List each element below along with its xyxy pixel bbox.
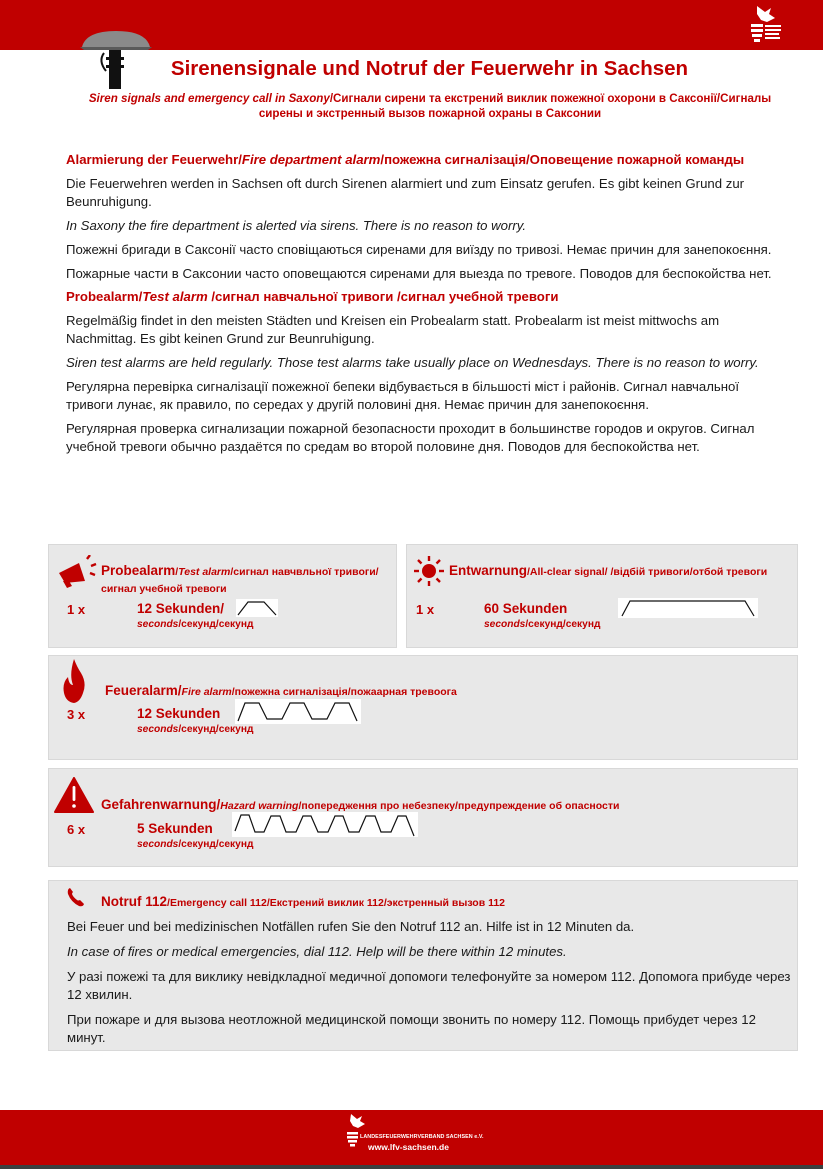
test-alarm-units: seconds/секунд/секунд	[137, 619, 254, 630]
all-clear-title: Entwarnung/All-clear signal/ /відбій тривоги/отбой тревоги	[449, 563, 768, 578]
fire-alarm-count: 3 x	[67, 707, 86, 722]
alarm-text-en: In Saxony the fire department is alerted via sirens. There is no reason to worry.	[66, 218, 527, 233]
section-heading-alarm: Alarmierung der Feuerwehr/Fire department alarm/пожежна сигналізація/Оповещение пожарной команды	[66, 152, 745, 167]
test-text-de: Regelmäßig findet in den meisten Städten und Kreisen ein Probealarm statt. Probealarm ist meist mittwochs am Nachmittag. Es gibt keinen Grund zur Beunruhigung.	[66, 313, 720, 346]
test-alarm-waveform	[236, 599, 278, 617]
fire-alarm-title: Feueralarm/Fire alarm/пожежна сигналізація/пожаарная тревоога	[105, 683, 457, 698]
test-text-ru: Регулярная проверка сигнализации пожарной безопасности проходит в большинстве городов и округов. Сигнал учебной тревоги обычно раздаётся по средам во второй половине дня. Поводов для беспокойства нет.	[66, 421, 755, 454]
signal-panel-all-clear	[406, 544, 798, 648]
emergency-call-panel	[48, 880, 798, 1051]
test-alarm-title: Probealarm/Test alarm/сигнал навчвльної тривоги/ сигнал учебной тревоги	[101, 563, 379, 595]
fire-alarm-units: seconds/секунд/секунд	[137, 724, 254, 735]
all-clear-units: seconds/секунд/секунд	[484, 619, 601, 630]
hazard-warning-title: Gefahrenwarnung/Hazard warning/попередження про небезпеку/предупреждение об опасности	[101, 797, 620, 812]
page-subtitle	[70, 91, 790, 121]
sun-icon	[413, 555, 445, 587]
main-content	[66, 152, 786, 462]
signal-panel-test-alarm	[48, 544, 397, 648]
flame-icon	[63, 659, 85, 703]
hazard-warning-waveform	[232, 812, 418, 837]
hazard-warning-count: 6 x	[67, 822, 86, 837]
emergency-text-uk: У разі пожежі та для виклику невідкладної медичної допомоги телефонуйте за номером 112. Допомога прибуде через 12 хвилин.	[67, 969, 791, 1002]
lfv-logo-icon	[745, 2, 785, 46]
warning-triangle-icon	[54, 777, 94, 813]
section-heading-test: Probealarm/Test alarm /сигнал навчальної тривоги /сигнал учебной тревоги	[66, 289, 559, 304]
footer-website-link[interactable]: www.lfv-sachsen.de	[368, 1142, 449, 1152]
emergency-call-title: Notruf 112/Emergency call 112/Екстрений виклик 112/экстренный вызов 112	[101, 894, 506, 909]
all-clear-waveform	[618, 598, 758, 618]
all-clear-count: 1 x	[416, 602, 435, 617]
hazard-warning-units: seconds/секунд/секунд	[137, 839, 254, 850]
hazard-warning-duration: 5 Sekunden	[137, 821, 213, 836]
fire-alarm-waveform	[235, 699, 361, 724]
emergency-text-ru: При пожаре и для вызова неотложной медицинской помощи звонить по номеру 112. Помощь прибудет через 12 минут.	[67, 1012, 756, 1045]
test-alarm-count: 1 x	[67, 602, 86, 617]
all-clear-duration: 60 Sekunden	[484, 601, 568, 616]
signal-panel-fire-alarm	[48, 655, 798, 760]
page-title: Sirenensignale und Notruf der Feuerwehr in Sachsen	[170, 57, 689, 80]
alarm-text-ru: Пожарные части в Саксонии часто оповещаются сиренами для выезда по тревоге. Поводов для беспокойства нет.	[66, 266, 772, 281]
test-text-uk: Регулярна перевірка сигналізації пожежної бепеки відбувається в більшості міст і районів. Сигнал навчальної тривоги лунає, як правило, по середах у другій половині дня. Немає причин для занепокоєння.	[66, 379, 740, 412]
lfv-footer-logo-icon	[345, 1112, 367, 1152]
test-alarm-duration: 12 Sekunden/	[137, 601, 225, 616]
subtitle-english: Siren signals and emergency call in Saxony	[88, 92, 330, 105]
footer-bottom-bar	[0, 1165, 823, 1169]
fire-alarm-duration: 12 Sekunden	[137, 706, 221, 721]
emergency-call-texts	[67, 918, 795, 1054]
alarm-text-uk: Пожежні бригади в Саксонії часто сповіщаються сиренами для виїзду по тривозі. Немає причин для занепокоєння.	[66, 242, 772, 257]
subtitle-translations: /Сигнали сирени та екстрений виклик пожежної охорони в Саксонії/Сигналы сирены и экстренный вызов пожарной охраны в Саксонии	[258, 92, 772, 120]
test-text-en: Siren test alarms are held regularly. Those test alarms take usually place on Wednesdays. There is no reason to worry.	[66, 355, 759, 370]
megaphone-icon	[55, 555, 97, 589]
signal-panel-hazard-warning	[48, 768, 798, 867]
emergency-text-de: Bei Feuer und bei medizinischen Notfällen rufen Sie den Notruf 112 an. Hilfe ist in 12 Minuten da.	[67, 919, 635, 934]
emergency-text-en: In case of fires or medical emergencies, dial 112. Help will be there within 12 minutes.	[67, 944, 567, 959]
footer-organization: LANDESFEUERWEHRVERBAND SACHSEN e.V.	[360, 1134, 484, 1140]
phone-icon	[67, 887, 85, 907]
alarm-text-de: Die Feuerwehren werden in Sachsen oft durch Sirenen alarmiert und zum Einsatz gerufen. Es gibt keinen Grund zur Beunruhigung.	[66, 176, 745, 209]
